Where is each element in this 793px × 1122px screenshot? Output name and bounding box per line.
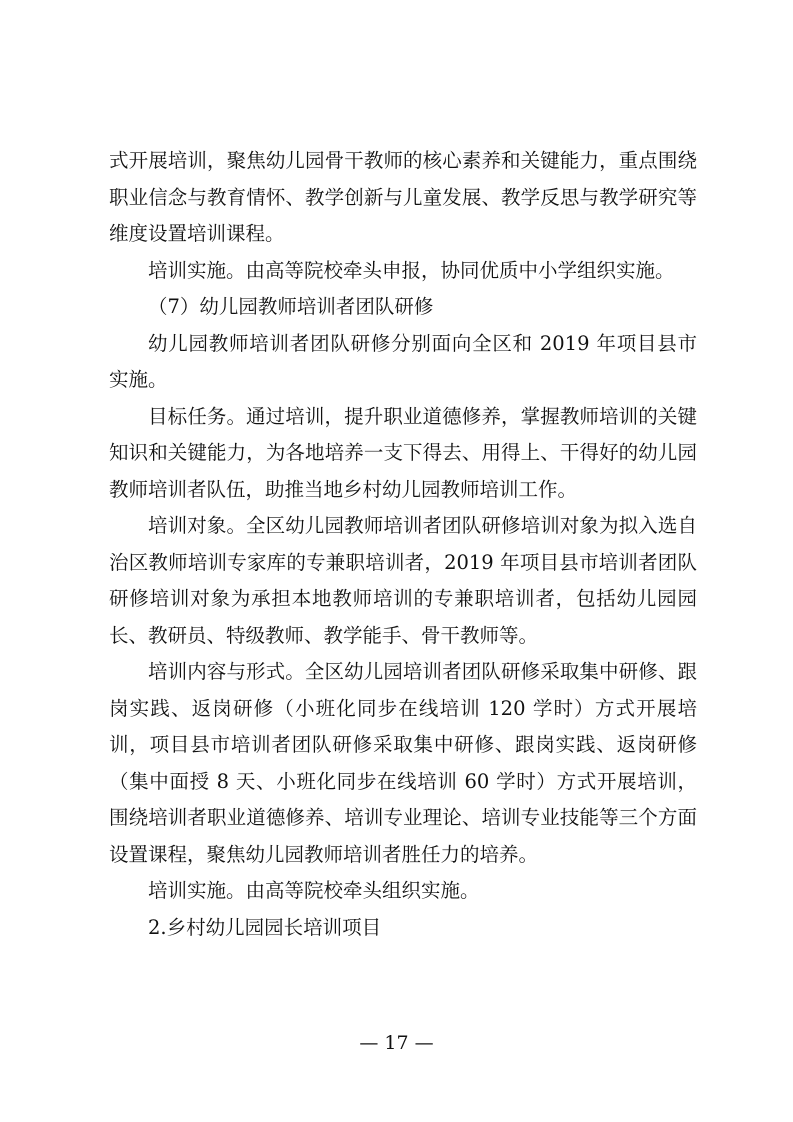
document-body: [109, 143, 697, 946]
page-number: — 17 —: [359, 1032, 434, 1054]
paragraph-target-audience: 培训对象。全区幼儿园教师培训者团队研修培训对象为拟入选自治区教师培训专家库的专兼职培训者，2019 年项目县市培训者团队研修培训对象为承担本地教师培训的专兼职培训者，包括幼儿园园长、教研员、特级教师、教学能手、骨干教师等。: [109, 514, 697, 647]
section-heading-7: （7）幼儿园教师培训者团队研修: [148, 295, 434, 318]
paragraph-continuation: 式开展培训，聚焦幼儿园骨干教师的核心素养和关键能力，重点围绕职业信念与教育情怀、教学创新与儿童发展、教学反思与教学研究等维度设置培训课程。: [109, 149, 697, 245]
paragraph-content-format: 培训内容与形式。全区幼儿园培训者团队研修采取集中研修、跟岗实践、返岗研修（小班化同步在线培训 120 学时）方式开展培训，项目县市培训者团队研修采取集中研修、跟岗实践、返岗研修（集中面授 8 天、小班化同步在线培训 60 学时）方式开展培训，围绕培训者职业道德修养、培训专业理论、培训专业技能等三个方面设置课程，聚焦幼儿园教师培训者胜任力的培养。: [109, 660, 697, 866]
paragraph-implementation: 培训实施。由高等院校牵头组织实施。: [148, 879, 480, 902]
paragraph-scope: 幼儿园教师培训者团队研修分别面向全区和 2019 年项目县市实施。: [109, 331, 697, 391]
paragraph-training-implementation: 培训实施。由高等院校牵头申报，协同优质中小学组织实施。: [148, 258, 675, 282]
section-heading-2: 2.乡村幼儿园园长培训项目: [148, 915, 382, 939]
paragraph-goals: 目标任务。通过培训，提升职业道德修养，掌握教师培训的关键知识和关键能力，为各地培养一支下得去、用得上、干得好的幼儿园教师培训者队伍，助推当地乡村幼儿园教师培训工作。: [109, 404, 697, 501]
